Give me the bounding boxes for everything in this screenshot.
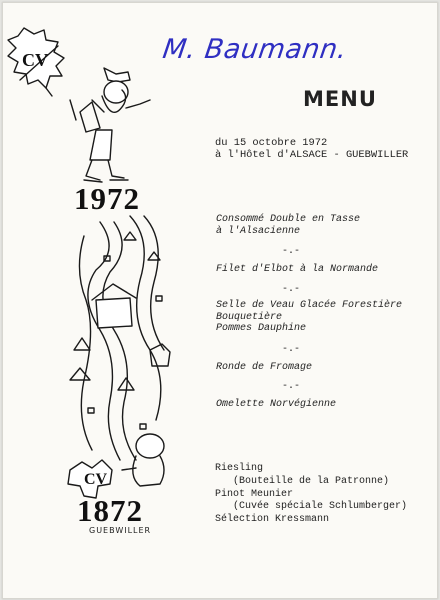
course-line: Omelette Norvégienne (216, 399, 337, 410)
gnome-figure (70, 68, 150, 182)
course-2 (216, 264, 378, 276)
emblem-top-text: CV (22, 50, 48, 70)
course-separator: -.- (282, 284, 301, 295)
valley-map (70, 216, 170, 460)
course-4 (216, 362, 312, 374)
course-line: Pommes Dauphine (216, 323, 307, 335)
wine-line: (Cuvée spéciale Schlumberger) (215, 501, 408, 513)
guest-name: M. Baumann. (160, 34, 349, 65)
course-line: Consommé Double en Tasse (216, 214, 361, 225)
course-line: Filet d'Elbot à la Normande (216, 264, 379, 275)
course-3 (216, 300, 402, 335)
wine-list (215, 463, 407, 527)
venue-line: à l'Hôtel d'ALSACE - GUEBWILLER (215, 149, 409, 161)
wine-line: Sélection Kressmann (215, 514, 330, 526)
date-line: du 15 octobre 1972 (215, 137, 328, 149)
wine-line: Riesling (215, 463, 264, 474)
year-1872: 1872 (77, 493, 143, 528)
course-1 (216, 214, 360, 237)
menu-title: MENU (303, 87, 377, 111)
course-separator: -.- (282, 246, 301, 257)
course-line: à l'Alsacienne (216, 225, 301, 237)
course-separator: -.- (282, 381, 301, 392)
town-label: GUEBWILLER (89, 526, 152, 535)
wine-line: (Bouteille de la Patronne) (215, 475, 390, 487)
event-date (215, 137, 408, 161)
course-line: Ronde de Fromage (216, 362, 313, 373)
year-1972: 1972 (74, 181, 140, 216)
wine-line: Pinot Meunier (215, 488, 294, 500)
course-line: Selle de Veau Glacée Forestière (216, 300, 403, 311)
leaf-emblem-bottom (68, 434, 164, 498)
course-5 (216, 399, 336, 411)
course-separator: -.- (282, 344, 301, 355)
course-line: Bouquetière (216, 311, 283, 323)
emblem-bottom-text: CV (84, 471, 108, 488)
